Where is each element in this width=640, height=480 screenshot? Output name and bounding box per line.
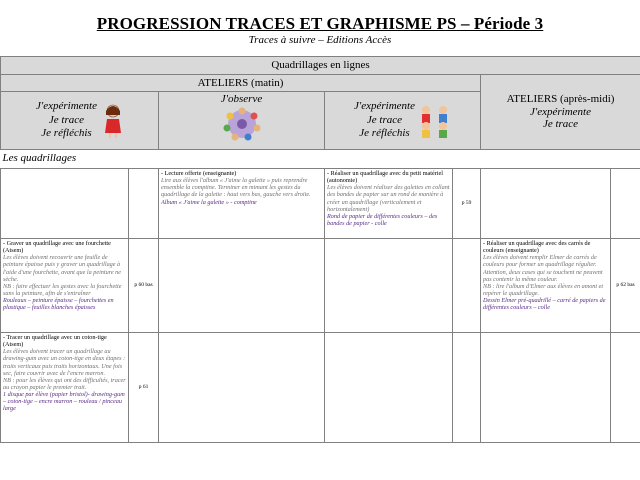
r2-exp1-text: Les élèves doivent recouvrir une feuille de peinture épaisse puis y graver un quadrillage à l'aide d'une fourchette, avant que la peinture ne sèche.	[3, 254, 121, 283]
girl-figure-icon	[103, 103, 123, 139]
page-title: PROGRESSION TRACES ET GRAPHISME PS – Période 3	[96, 14, 544, 33]
r1-exp2	[325, 169, 453, 239]
r3-exp1-note: NB : pour les élèves qui ont des difficultés, tracer au crayon papier le premier trait.	[3, 376, 126, 391]
r3-apm	[481, 333, 611, 443]
r1-observe-text: Lire aux élèves l'album « J'aime la galette » puis reprendre ensemble la comptine. Terminer en mimant les gestes du quadrillage de la galette : haut vers bas, gauche vers droite.	[161, 177, 311, 199]
r2-apm-material: Dessin Elmer pré-quadrillé – carré de papiers de différentes couleurs – colle	[483, 297, 606, 312]
col3-line1: J'expérimente	[354, 99, 415, 112]
r2-exp2	[325, 239, 453, 333]
col1-line3: Je réfléchis	[41, 127, 92, 140]
r3-exp1	[1, 333, 129, 443]
r1-ref1	[129, 169, 159, 239]
children-group-icon	[419, 104, 451, 138]
column-observe	[159, 92, 325, 150]
r3-exp1-title: - Tracer un quadrillage avec un coton-tige (Atsem)	[3, 334, 107, 349]
r3-ref1: p 61	[129, 333, 159, 443]
section-title: Les quadrillages	[1, 150, 640, 169]
col1-line1: J'expérimente	[36, 99, 97, 112]
children-circle-icon	[219, 107, 265, 141]
column-experimente-2	[325, 92, 481, 150]
r2-exp1	[1, 239, 129, 333]
ateliers-apm-header	[481, 75, 640, 150]
r2-exp1-note: NB : faire effectuer les gestes avec la fourchette sans la peinture, afin de s'entraîner	[3, 282, 122, 297]
r2-apm-text: Les élèves doivent remplir Elmer de carrés de couleurs pour former un quadrillage régulier. Attention, deux cases qui se touchent ne peuvent pas contenir la même couleur.	[483, 254, 603, 283]
progression-table	[0, 56, 640, 443]
r1-observe-title: - Lecture offerte (enseignante)	[161, 170, 237, 177]
r3-exp1-text: Les élèves doivent tracer un quadrillage au drawing-gum avec un coton-tige en deux étapes : traits verticaux puis traits horizontaux. Une fois sec, faire couvrir avec de l'encre marron.	[3, 348, 126, 377]
r3-ref3	[611, 333, 640, 443]
r1-ref3	[611, 169, 640, 239]
r2-exp1-title: - Graver un quadrillage avec une fourchette (Atsem)	[3, 240, 111, 255]
r2-apm-note: NB : lire l'album d'Elmer aux élèves en amont et repérer le quadrillage.	[483, 282, 604, 297]
r1-exp2-text: Les élèves doivent réaliser des galettes en collant des bandes de papier sur un rond de manière à créer un quadrillage (verticalement et horizontalement)	[327, 184, 450, 213]
r2-apm	[481, 239, 611, 333]
col2-line1: J'observe	[220, 93, 263, 105]
r2-exp1-material: Rouleaux – peinture épaisse – fourchettes en plastique – feuilles blanches épaisses	[3, 297, 114, 312]
r2-ref2	[453, 239, 481, 333]
r3-exp1-material: 1 disque par élève (papier bristol)- drawing-gum – coton-tige – encre marron – rouleau / pinceau large	[3, 391, 125, 413]
ateliers-apm-line2: Je trace	[542, 118, 579, 131]
banner: Quadrillages en lignes	[1, 57, 640, 75]
r2-ref3: p 62 bas	[611, 239, 640, 333]
r1-observe	[159, 169, 325, 239]
r3-ref2	[453, 333, 481, 443]
r1-exp1	[1, 169, 129, 239]
r2-observe	[159, 239, 325, 333]
ateliers-matin-header: ATELIERS (matin)	[1, 75, 481, 92]
r1-apm	[481, 169, 611, 239]
r1-observe-material: Album « J'aime la galette » - comptine	[161, 198, 257, 206]
col3-line2: Je trace	[366, 113, 403, 126]
ateliers-apm-line1: J'expérimente	[530, 105, 591, 118]
r3-exp2	[325, 333, 453, 443]
r3-observe	[159, 333, 325, 443]
r1-exp2-title: - Réaliser un quadrillage avec du petit matériel (autonomie)	[327, 170, 443, 185]
ateliers-apm-title: ATELIERS (après-midi)	[506, 93, 615, 106]
column-experimente-1	[1, 92, 159, 150]
r2-ref1: p 60 bas	[129, 239, 159, 333]
r2-apm-title: - Réaliser un quadrillage avec des carrés de couleurs (enseignante)	[483, 240, 591, 255]
col3-line3: Je réfléchis	[359, 127, 410, 140]
r1-ref2: p 59	[453, 169, 481, 239]
col1-line2: Je trace	[48, 113, 85, 126]
page-subtitle: Traces à suivre – Editions Accès	[248, 34, 392, 46]
r1-exp2-material: Rond de papier de différentes couleurs – des bandes de papier - colle	[327, 212, 438, 227]
